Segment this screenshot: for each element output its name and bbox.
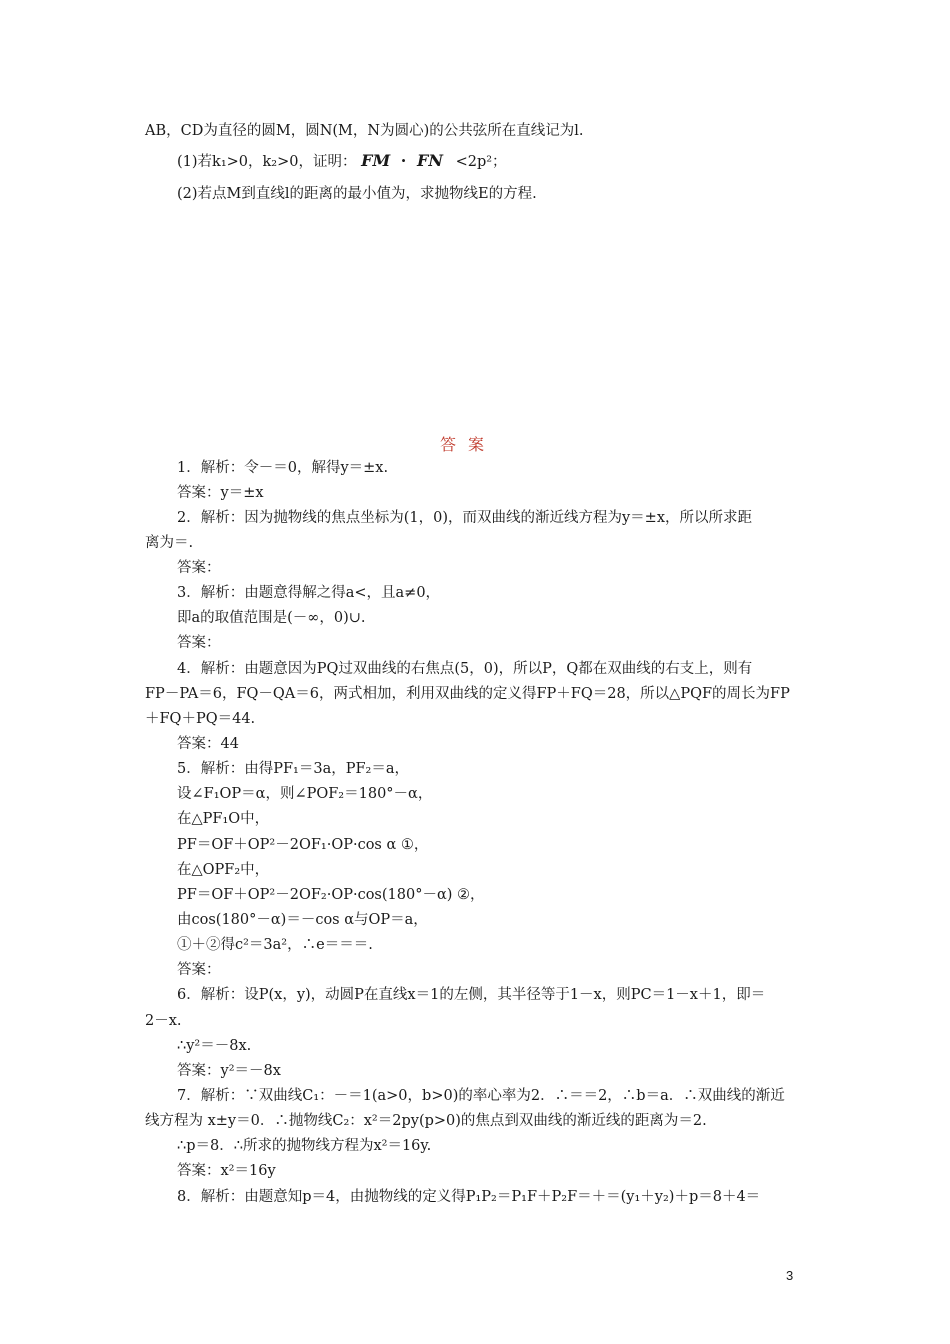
answer-line: 在△OPF₂中， — [177, 862, 270, 878]
answer-line: 2－x. — [145, 1013, 182, 1029]
answer-line: 答案： — [177, 635, 221, 651]
answer-line: 离为＝. — [145, 535, 194, 551]
answer-line: 4．解析：由题意因为PQ过双曲线的右焦点(5，0)，所以P，Q都在双曲线的右支上，则有 — [177, 661, 753, 677]
answer-line: PF＝OF＋OP²－2OF₁·OP·cos α ①， — [177, 837, 429, 853]
answers-title: 答案 — [440, 435, 497, 454]
answer-line: ①＋②得c²＝3a²，∴e＝＝＝. — [177, 937, 373, 953]
problem-part-2: (2)若点M到直线l的距离的最小值为，求抛物线E的方程. — [177, 186, 537, 202]
answer-line: 答案：x²＝16y — [177, 1163, 276, 1179]
answer-line: 答案： — [177, 560, 221, 576]
dot-operator: · — [400, 151, 407, 170]
answer-line: 1．解析：令－＝0，解得y＝±x. — [177, 460, 389, 476]
problem-part-1 — [177, 151, 507, 172]
answer-line: 6．解析：设P(x，y)，动圆P在直线x＝1的左侧，其半径等于1－x，则PC＝1－x＋1，即＝ — [177, 987, 766, 1003]
answer-line: 在△PF₁O中， — [177, 811, 270, 827]
answer-line: 3．解析：由题意得解之得a<，且a≠0， — [177, 585, 441, 601]
answer-line: ∴p＝8．∴所求的抛物线方程为x²＝16y. — [177, 1138, 432, 1154]
answer-line: ∴y²＝－8x. — [177, 1038, 252, 1054]
answer-line: 5．解析：由得PF₁＝3a，PF₂＝a， — [177, 761, 409, 777]
vector-fn: FN — [416, 151, 443, 170]
problem-line-1: AB，CD为直径的圆M，圆N(M，N为圆心)的公共弦所在直线记为l. — [145, 123, 584, 139]
part1-prefix: (1)若k₁>0，k₂>0，证明： — [177, 154, 357, 170]
answer-line: PF＝OF＋OP²－2OF₂·OP·cos(180°－α) ②， — [177, 887, 485, 903]
answer-line: 答案：y＝±x — [177, 485, 264, 501]
part1-suffix: <2p²； — [455, 154, 507, 170]
answer-line: 设∠F₁OP＝α，则∠POF₂＝180°－α， — [177, 786, 433, 802]
answer-line: FP－PA＝6，FQ－QA＝6，两式相加，利用双曲线的定义得FP＋FQ＝28，所以△PQF的周长为FP — [145, 686, 790, 702]
answer-line: 线方程为 x±y＝0．∴抛物线C₂：x²＝2py(p>0)的焦点到双曲线的渐近线的距离为＝2. — [145, 1113, 707, 1129]
answer-line: ＋FQ＋PQ＝44. — [145, 711, 256, 727]
answer-line: 答案：y²＝－8x — [177, 1063, 281, 1079]
answer-line: 即a的取值范围是(－∞，0)∪. — [177, 610, 366, 626]
answer-line: 答案：44 — [177, 736, 239, 752]
answer-line: 答案： — [177, 962, 221, 978]
answer-line: 8．解析：由题意知p＝4，由抛物线的定义得P₁P₂＝P₁F＋P₂F＝＋＝(y₁＋y₂)＋p＝8＋4＝ — [177, 1189, 761, 1205]
answer-line: 由cos(180°－α)＝－cos α与OP＝a， — [177, 912, 428, 928]
page-number: 3 — [786, 1268, 794, 1283]
answer-line: 2．解析：因为抛物线的焦点坐标为(1，0)，而双曲线的渐近线方程为y＝±x，所以所求距 — [177, 510, 753, 526]
vector-fm: FM — [361, 151, 391, 170]
answer-line: 7．解析：∵双曲线C₁：－＝1(a>0，b>0)的率心率为2．∴＝＝2，∴b＝a．∴双曲线的渐近 — [177, 1088, 785, 1104]
